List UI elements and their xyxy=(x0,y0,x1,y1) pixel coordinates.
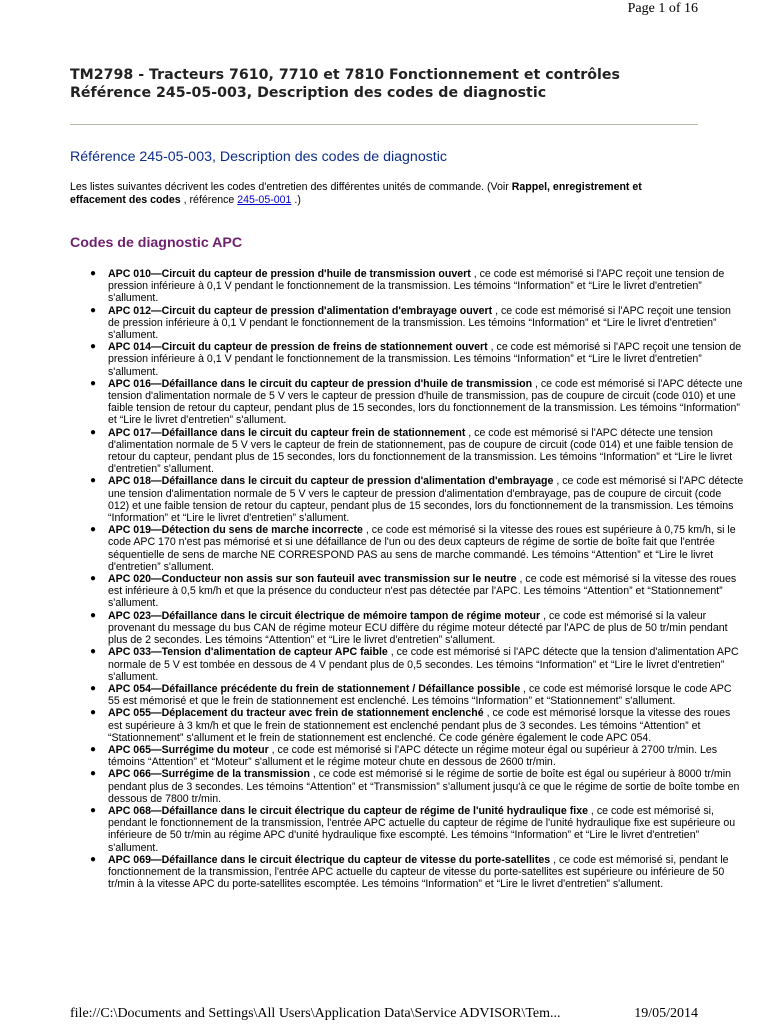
code-description: , ce code est mémorisé si la vitesse des roues est inférieure à 0,5 km/h et que la présence du conducteur n'est pas détectée par l'APC. Les témoins “Attention” et “Stationnement” s'allument. xyxy=(108,573,737,610)
code-title: APC 068—Défaillance dans le circuit électrique du capteur de régime de l'unité hydraulique fixe xyxy=(108,804,588,817)
code-title: APC 069—Défaillance dans le circuit électrique du capteur de vitesse du porte-satellites xyxy=(108,853,551,866)
code-list-item xyxy=(90,377,744,427)
code-description: , ce code est mémorisé si la valeur provenant du message du bus CAN de régime moteur ECU diffère du régime moteur détecté par l'APC de plus de 50 tr/min pendant plus de 2 secondes. Les témoins “Attention” et “Lire le livret d'entretien” s'allument. xyxy=(108,609,728,647)
bullet-icon: ● xyxy=(90,341,97,353)
bullet-icon: ● xyxy=(90,682,97,694)
code-title: APC 065—Surrégime du moteur xyxy=(108,743,269,756)
intro-text-3: .) xyxy=(291,194,301,206)
code-description: , ce code est mémorisé lorsque le code APC 55 est mémorisé et que le frein de stationnement est enclenché. Les témoins “Information” et “Stationnement” s'allument. xyxy=(108,682,732,708)
code-title: APC 020—Conducteur non assis sur son fauteuil avec transmission sur le neutre xyxy=(108,573,517,586)
intro-text-1: Les listes suivantes décrivent les codes d'entretien des différentes unités de commande. (Voir xyxy=(70,181,512,193)
code-description: , ce code est mémorisé si l'APC détecte un régime moteur égal ou supérieur à 2700 tr/min. Les témoins “Attention” et “Moteur” s'allument et le régime moteur chute en dessous de 2600 tr/min. xyxy=(108,743,718,769)
footer-file-path: file://C:\Documents and Settings\All Users\Application Data\Service ADVISOR\Tem... xyxy=(70,1006,561,1021)
code-list-item xyxy=(90,524,744,573)
code-list-item xyxy=(90,646,744,683)
bullet-icon: ● xyxy=(90,426,97,438)
footer-date: 19/05/2014 xyxy=(634,1006,698,1021)
code-list-item xyxy=(90,768,744,805)
code-list-item xyxy=(90,341,744,378)
code-description: , ce code est mémorisé si l'APC reçoit une tension de pression inférieure à 0,1 V pendant le fonctionnement de la transmission. Les témoins “Information” et “Lire le livret d'entretien” s'allument. xyxy=(108,268,725,305)
bullet-icon: ● xyxy=(90,707,97,719)
bullet-icon: ● xyxy=(90,475,97,487)
code-title: APC 054—Défaillance précédente du frein de stationnement / Défaillance possible xyxy=(108,682,521,695)
code-title: APC 010—Circuit du capteur de pression d'huile de transmission ouvert xyxy=(108,268,471,280)
bullet-icon: ● xyxy=(90,853,97,865)
document-heading: Référence 245-05-003, Description des codes de diagnostic xyxy=(70,149,447,165)
code-list-item xyxy=(90,853,744,891)
code-description: , ce code est mémorisé si, pendant le fonctionnement de la transmission, l'entrée APC actuelle du capteur de vitesse du porte-satellites est supérieure ou inférieure de 50 tr/min à la vitesse APC du porte-satellites escomptée. Les témoins “Information” et “Lire le livret d'entretien” s'allument. xyxy=(108,853,729,891)
code-list-item xyxy=(90,475,744,525)
code-title: APC 017—Défaillance dans le circuit du capteur frein de stationnement xyxy=(108,426,466,439)
document-header xyxy=(70,67,710,102)
code-description: , ce code est mémorisé si l'APC détecte une tension d'alimentation normale de 5 V vers le capteur de pression d'alimentation d'embrayage, pas de coupure de circuit (code 012) et une faible tension de retour du capteur, pendant plus de 15 secondes, lors du fonctionnement de la transmission. Les témoins “Information” et “Lire le livret d'entretien” s'allument. xyxy=(108,475,744,525)
intro-paragraph xyxy=(70,181,700,207)
bullet-icon: ● xyxy=(90,377,97,389)
bullet-icon: ● xyxy=(90,804,97,816)
page-number: Page 1 of 16 xyxy=(627,1,698,16)
code-title: APC 055—Déplacement du tracteur avec frein de stationnement enclenché xyxy=(108,707,484,720)
diagnostic-code-list xyxy=(70,268,744,890)
code-title: APC 033—Tension d'alimentation de capteur APC faible xyxy=(108,646,388,659)
code-title: APC 066—Surrégime de la transmission xyxy=(108,768,310,781)
code-description: , ce code est mémorisé si le régime de sortie de boîte est égal ou supérieur à 8000 tr/min pendant plus de 3 secondes. Les témoins “Attention” et “Transmission” s'allument jusqu'à ce que le régime de sortie de boîte tombe en dessous de 7800 tr/min. xyxy=(108,768,740,805)
intro-text-2: , référence xyxy=(180,194,238,206)
bullet-icon: ● xyxy=(90,304,97,316)
header-divider xyxy=(70,124,698,125)
intro-bold-ref: Rappel, enregistrement et effacement des codes xyxy=(70,181,642,206)
code-title: APC 023—Défaillance dans le circuit électrique de mémoire tampon de régime moteur xyxy=(108,609,541,622)
bullet-icon: ● xyxy=(90,609,97,621)
header-line-2: Référence 245-05-003, Description des codes de diagnostic xyxy=(70,84,547,101)
code-description: , ce code est mémorisé si l'APC détecte une tension d'alimentation normale de 5 V vers le capteur de pression d'huile de transmission, pas de coupure de circuit (code 010) et une faible tension de retour du capteur, pendant plus de 15 secondes, lors du fonctionnement de la transmission. Les témoins “Information” et “Lire le livret d'entretien” s'allument. xyxy=(108,377,743,427)
code-description: , ce code est mémorisé lorsque la vitesse des roues est supérieure à 3 km/h et que le frein de stationnement est enclenché pendant plus de 3 secondes. Les témoins “Attention” et “Stationnement” s'allument et le frein de stationnement est enclenché. Ce code génère également le code APC 054. xyxy=(108,707,731,744)
code-title: APC 014—Circuit du capteur de pression de freins de stationnement ouvert xyxy=(108,341,488,354)
code-list-item xyxy=(90,304,744,342)
bullet-icon: ● xyxy=(90,573,97,585)
code-description: , ce code est mémorisé si l'APC détecte une tension d'alimentation normale de 5 V vers le capteur de frein de stationnement, pas de coupure de circuit (code 014) et une faible tension de retour du capteur, pendant plus de 15 secondes, lors du fonctionnement de la transmission. Les témoins “Information” et “Lire le livret d'entretien” s'allument. xyxy=(108,426,734,476)
code-description: , ce code est mémorisé si l'APC détecte que la tension d'alimentation APC normale de 5 V est tombée en dessous de 4 V pendant plus de 0,5 secondes. Les témoins “Information” et “Lire le livret d'entretien” s'allument. xyxy=(108,646,739,683)
header-line-1: TM2798 - Tracteurs 7610, 7710 et 7810 Fonctionnement et contrôles xyxy=(70,67,620,83)
code-list-item xyxy=(90,426,744,476)
page-footer xyxy=(70,1006,698,1022)
bullet-icon: ● xyxy=(90,743,97,755)
code-description: , ce code est mémorisé si l'APC reçoit une tension de pression inférieure à 0,1 V pendant le fonctionnement de la transmission. Les témoins “Information” et “Lire le livret d'entretien” s'allument. xyxy=(108,304,731,342)
reference-link[interactable]: 245-05-001 xyxy=(237,194,292,206)
bullet-icon: ● xyxy=(90,524,97,536)
code-description: , ce code est mémorisé si, pendant le fonctionnement de la transmission, l'entrée APC actuelle du capteur de régime de l'unité hydraulique fixe est supérieure ou inférieure de 50 tr/min au régime APC d'unité hydraulique fixe escompté. Les témoins “Information” et “Lire le livret d'entretien” s'allument. xyxy=(108,804,736,854)
code-title: APC 012—Circuit du capteur de pression d'alimentation d'embrayage ouvert xyxy=(108,304,493,317)
code-list-item xyxy=(90,707,744,744)
code-list-item xyxy=(90,743,744,769)
code-description: , ce code est mémorisé si l'APC reçoit une tension de pression inférieure à 0,1 V pendant le fonctionnement de la transmission. Les témoins “Information” et “Lire le livret d'entretien” s'allument. xyxy=(108,341,742,378)
code-description: , ce code est mémorisé si la vitesse des roues est supérieure à 0,75 km/h, si le code APC 170 n'est pas mémorisé et si une défaillance de l'un ou des deux capteurs de régime de sortie de boîte fait que l'entrée séquentielle de sens de marche NE CORRESPOND PAS au sens de marche commandé. Les témoins “Attention” et “Lire le livret d'entretien” s'allument. xyxy=(108,524,736,573)
bullet-icon: ● xyxy=(90,646,97,658)
bullet-icon: ● xyxy=(90,768,97,780)
bullet-icon: ● xyxy=(90,268,97,279)
code-list-item xyxy=(90,804,744,854)
code-list-item xyxy=(90,682,744,708)
section-heading: Codes de diagnostic APC xyxy=(70,235,243,251)
code-title: APC 018—Défaillance dans le circuit du capteur de pression d'alimentation d'embrayage xyxy=(108,475,554,488)
code-title: APC 016—Défaillance dans le circuit du capteur de pression d'huile de transmission xyxy=(108,377,533,390)
code-title: APC 019—Détection du sens de marche incorrecte xyxy=(108,524,363,537)
code-list-item xyxy=(90,268,744,305)
code-list-item xyxy=(90,573,744,610)
code-list-item xyxy=(90,609,744,647)
